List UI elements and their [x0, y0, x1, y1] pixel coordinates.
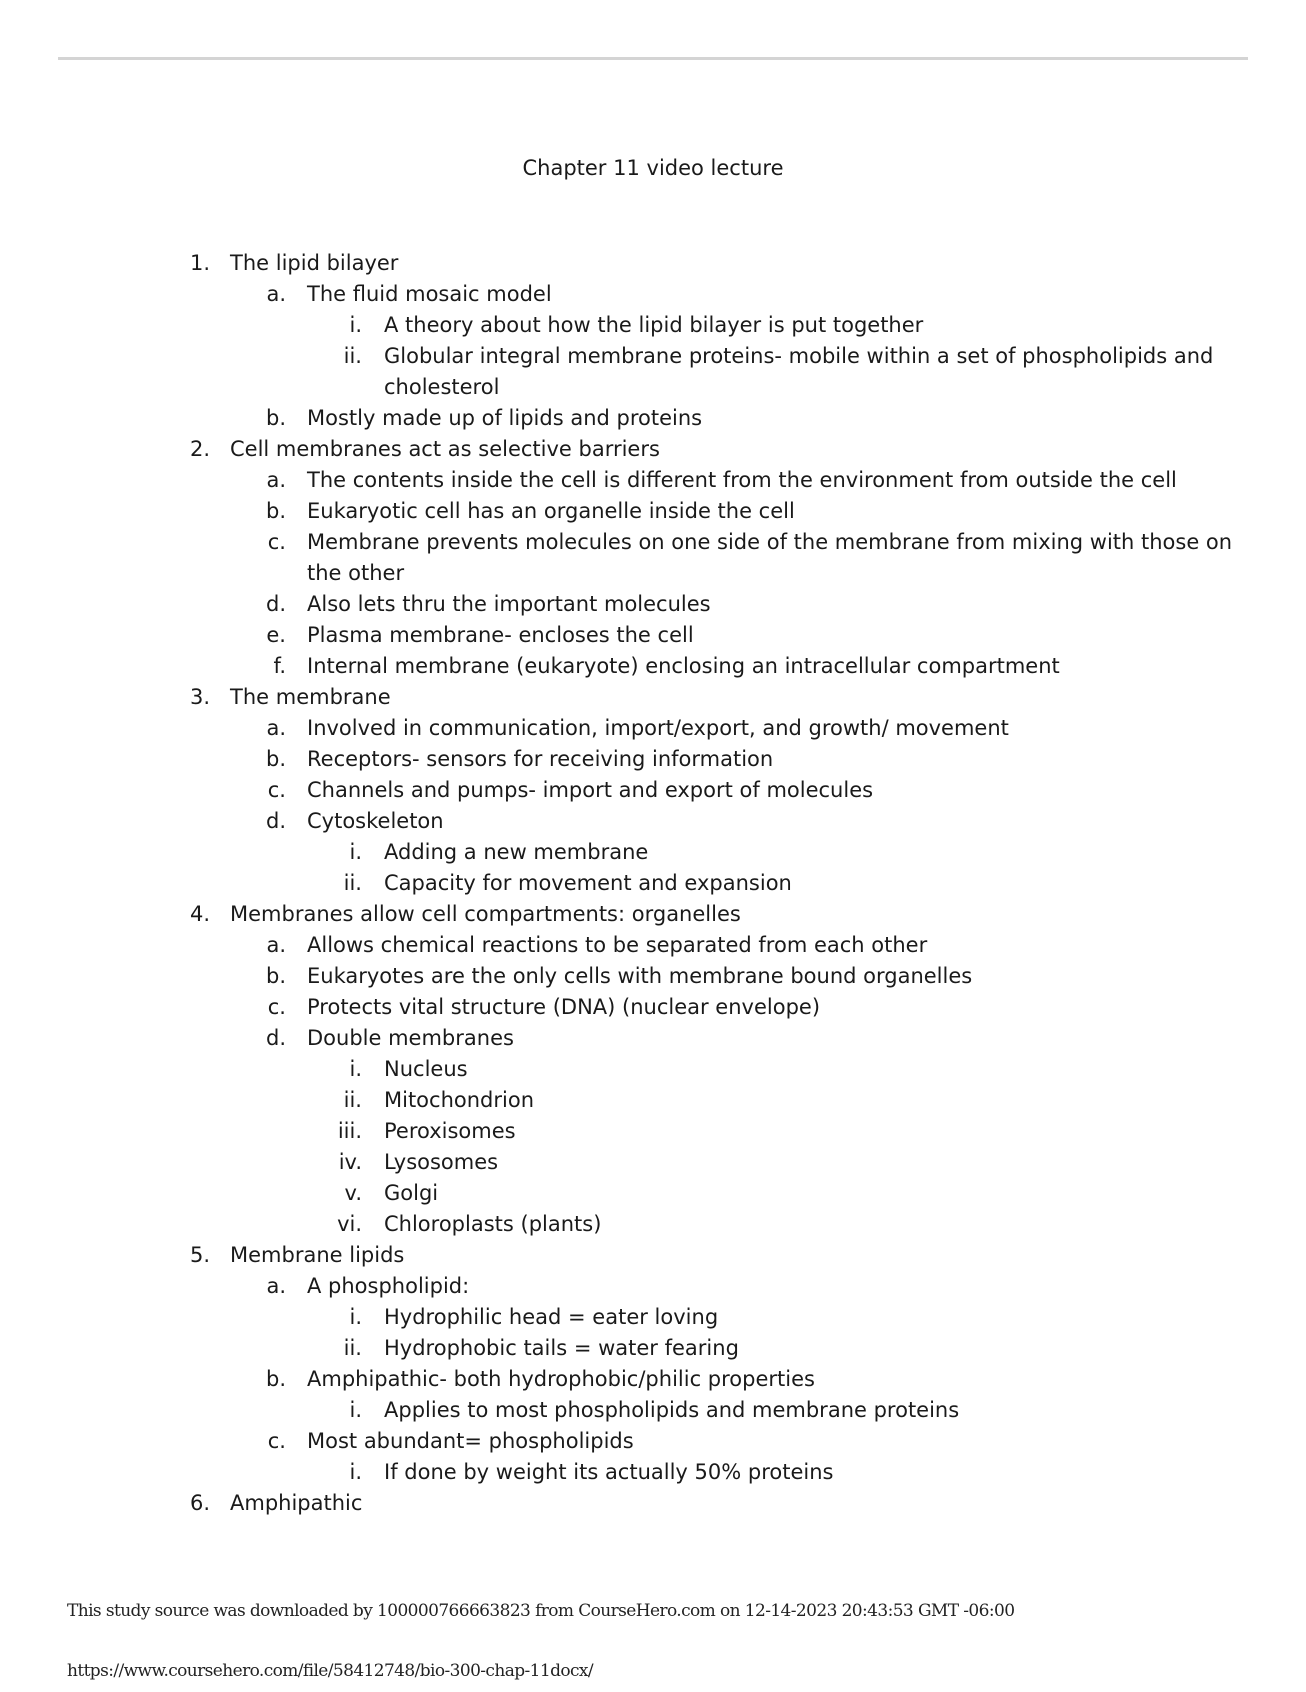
- list-marker: 2.: [189, 437, 210, 461]
- list-item: [0, 682, 1306, 713]
- list-text: Channels and pumps- import and export of molecules: [307, 778, 874, 802]
- list-item: [0, 1426, 1306, 1457]
- list-marker: d.: [265, 1026, 286, 1050]
- list-text: Double membranes: [307, 1026, 514, 1050]
- list-text-continued: the other: [307, 561, 405, 585]
- list-item: [0, 341, 1306, 403]
- list-text: The contents inside the cell is different from the environment from outside the cell: [307, 468, 1177, 492]
- footer-source-line: This study source was downloaded by 100000766663823 from CourseHero.com on 12-14-2023 20:43:53 GMT -06:00: [67, 1601, 1015, 1621]
- list-item: [0, 1488, 1306, 1519]
- list-marker: vi.: [337, 1212, 362, 1236]
- list-item: [0, 1240, 1306, 1271]
- list-text: Hydrophilic head = eater loving: [384, 1305, 719, 1329]
- list-item: [0, 310, 1306, 341]
- list-text: Plasma membrane- encloses the cell: [307, 623, 694, 647]
- list-item: [0, 1333, 1306, 1364]
- list-item: [0, 775, 1306, 806]
- list-marker: a.: [266, 282, 286, 306]
- list-marker: v.: [344, 1181, 362, 1205]
- list-text: Eukaryotic cell has an organelle inside the cell: [307, 499, 795, 523]
- list-marker: b.: [265, 1367, 286, 1391]
- list-marker: c.: [267, 995, 286, 1019]
- list-item: [0, 1085, 1306, 1116]
- list-marker: 3.: [189, 685, 210, 709]
- list-marker: ii.: [343, 1088, 362, 1112]
- list-marker: iii.: [337, 1119, 362, 1143]
- list-text: Capacity for movement and expansion: [384, 871, 792, 895]
- list-text: Hydrophobic tails = water fearing: [384, 1336, 739, 1360]
- list-text: Membranes allow cell compartments: organelles: [230, 902, 741, 926]
- list-item: [0, 899, 1306, 930]
- list-text: Adding a new membrane: [384, 840, 649, 864]
- list-item: [0, 1023, 1306, 1054]
- list-text: Nucleus: [384, 1057, 468, 1081]
- list-text: Eukaryotes are the only cells with membrane bound organelles: [307, 964, 973, 988]
- list-marker: iv.: [338, 1150, 362, 1174]
- list-item: [0, 713, 1306, 744]
- list-item: [0, 651, 1306, 682]
- list-item: [0, 1302, 1306, 1333]
- list-marker: b.: [265, 964, 286, 988]
- document-title: Chapter 11 video lecture: [522, 156, 784, 180]
- list-item: [0, 837, 1306, 868]
- list-text: Also lets thru the important molecules: [307, 592, 711, 616]
- list-text: The lipid bilayer: [230, 251, 399, 275]
- list-text: Protects vital structure (DNA) (nuclear envelope): [307, 995, 821, 1019]
- list-text: The membrane: [230, 685, 391, 709]
- list-marker: ii.: [343, 1336, 362, 1360]
- list-marker: a.: [266, 1274, 286, 1298]
- list-marker: 1.: [189, 251, 210, 275]
- list-text: A phospholipid:: [307, 1274, 470, 1298]
- list-text: Most abundant= phospholipids: [307, 1429, 634, 1453]
- list-marker: a.: [266, 716, 286, 740]
- list-text: Amphipathic- both hydrophobic/philic properties: [307, 1367, 815, 1391]
- list-text: Amphipathic: [230, 1491, 363, 1515]
- list-item: [0, 496, 1306, 527]
- list-item: [0, 465, 1306, 496]
- list-marker: i.: [349, 1057, 362, 1081]
- list-marker: c.: [267, 1429, 286, 1453]
- list-marker: c.: [267, 530, 286, 554]
- list-text: Cytoskeleton: [307, 809, 444, 833]
- list-marker: a.: [266, 933, 286, 957]
- list-text: Golgi: [384, 1181, 439, 1205]
- list-text: Allows chemical reactions to be separated from each other: [307, 933, 928, 957]
- list-item: [0, 1457, 1306, 1488]
- list-item: [0, 1116, 1306, 1147]
- list-item: [0, 1395, 1306, 1426]
- list-text: A theory about how the lipid bilayer is put together: [384, 313, 924, 337]
- footer-url[interactable]: https://www.coursehero.com/file/58412748/bio-300-chap-11docx/: [67, 1661, 594, 1681]
- list-marker: 4.: [189, 902, 210, 926]
- list-marker: b.: [265, 499, 286, 523]
- list-text: Cell membranes act as selective barriers: [230, 437, 660, 461]
- list-text: Mitochondrion: [384, 1088, 535, 1112]
- list-marker: i.: [349, 1398, 362, 1422]
- top-divider: [58, 57, 1248, 60]
- list-item: [0, 930, 1306, 961]
- list-marker: i.: [349, 840, 362, 864]
- list-item: [0, 620, 1306, 651]
- list-text: Involved in communication, import/export, and growth/ movement: [307, 716, 1009, 740]
- list-item: [0, 744, 1306, 775]
- list-item: [0, 1147, 1306, 1178]
- list-text: Internal membrane (eukaryote) enclosing an intracellular compartment: [307, 654, 1060, 678]
- list-marker: e.: [266, 623, 286, 647]
- list-marker: i.: [349, 1460, 362, 1484]
- list-text: Globular integral membrane proteins- mobile within a set of phospholipids and: [384, 344, 1214, 368]
- list-item: [0, 1054, 1306, 1085]
- list-item: [0, 527, 1306, 589]
- list-marker: b.: [265, 747, 286, 771]
- list-text: Peroxisomes: [384, 1119, 516, 1143]
- list-text: Receptors- sensors for receiving information: [307, 747, 774, 771]
- list-marker: 5.: [189, 1243, 210, 1267]
- list-item: [0, 1364, 1306, 1395]
- list-text: Membrane prevents molecules on one side of the membrane from mixing with those on: [307, 530, 1233, 554]
- list-marker: d.: [265, 592, 286, 616]
- list-item: [0, 589, 1306, 620]
- list-item: [0, 279, 1306, 310]
- list-text: If done by weight its actually 50% proteins: [384, 1460, 834, 1484]
- list-text: The fluid mosaic model: [307, 282, 552, 306]
- list-text: Mostly made up of lipids and proteins: [307, 406, 703, 430]
- list-item: [0, 434, 1306, 465]
- list-marker: i.: [349, 1305, 362, 1329]
- list-text: Membrane lipids: [230, 1243, 405, 1267]
- list-marker: d.: [265, 809, 286, 833]
- list-item: [0, 1271, 1306, 1302]
- list-text: Applies to most phospholipids and membrane proteins: [384, 1398, 960, 1422]
- list-text: Lysosomes: [384, 1150, 499, 1174]
- list-item: [0, 403, 1306, 434]
- list-item: [0, 992, 1306, 1023]
- list-item: [0, 868, 1306, 899]
- list-item: [0, 248, 1306, 279]
- list-item: [0, 1178, 1306, 1209]
- list-marker: b.: [265, 406, 286, 430]
- list-marker: ii.: [343, 871, 362, 895]
- list-marker: c.: [267, 778, 286, 802]
- list-item: [0, 1209, 1306, 1240]
- list-item: [0, 806, 1306, 837]
- list-marker: f.: [273, 654, 286, 678]
- list-text: Chloroplasts (plants): [384, 1212, 602, 1236]
- list-marker: i.: [349, 313, 362, 337]
- list-text-continued: cholesterol: [384, 375, 500, 399]
- list-marker: 6.: [189, 1491, 210, 1515]
- list-marker: ii.: [343, 344, 362, 368]
- outline-list: [0, 248, 1306, 1519]
- list-item: [0, 961, 1306, 992]
- list-marker: a.: [266, 468, 286, 492]
